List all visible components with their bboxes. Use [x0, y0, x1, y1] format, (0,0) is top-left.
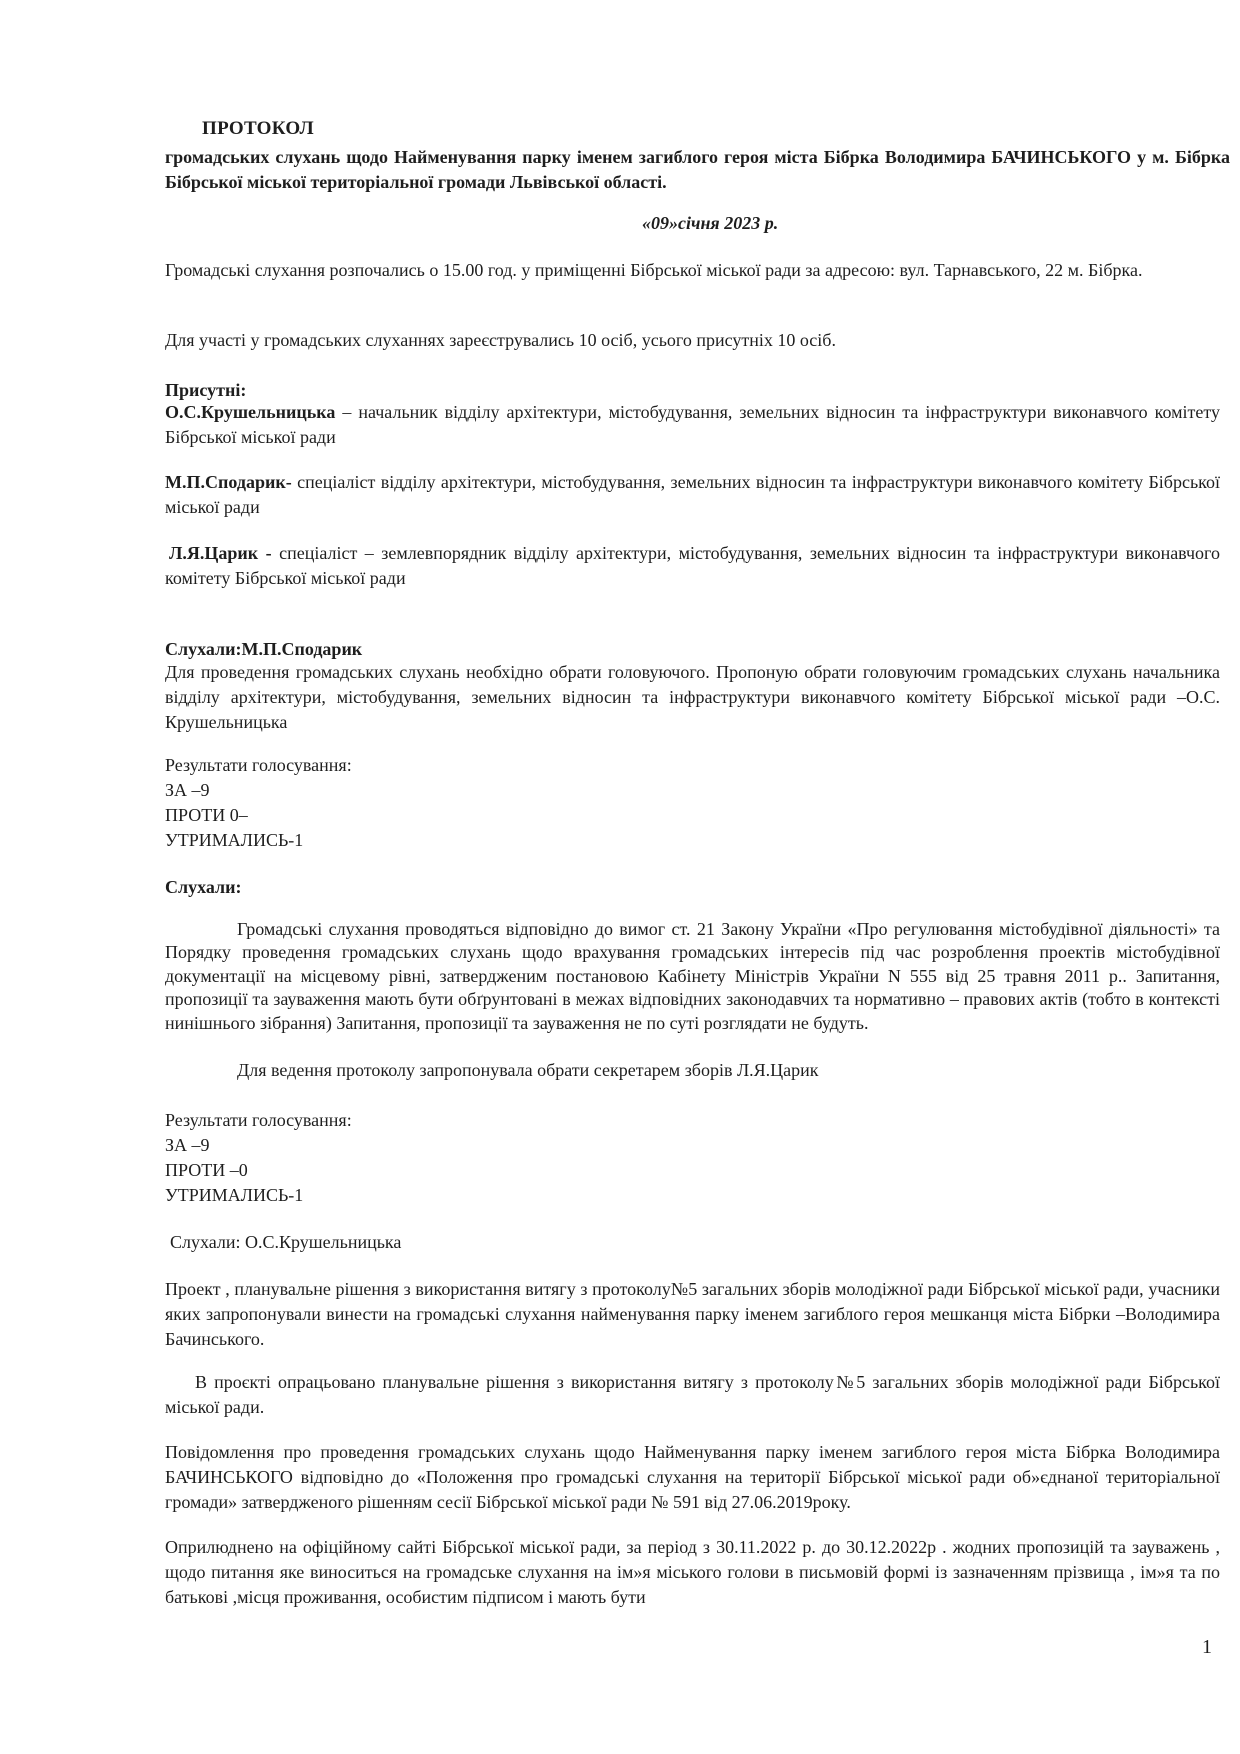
- page-number: 1: [1202, 1636, 1212, 1658]
- votes-abstained: УТРИМАЛИСЬ-1: [165, 1185, 304, 1205]
- section2-heading: Слухали:: [165, 877, 242, 897]
- document-title: ПРОТОКОЛ: [202, 118, 314, 139]
- member-role: спеціаліст відділу архітектури, містобудування, земельних відносин та інфраструктури виконавчого комітету Бібрської міської ради: [165, 472, 1220, 517]
- section2-text: Громадські слухання проводяться відповідно до вимог ст. 21 Закону України «Про регулювання містобудівної діяльності» та Порядку проведення громадських слухань щодо врахування громадських інтересів під час розроблення проектів містобудівної документації на місцевому рівні, затвердженим постановою Кабінету Міністрів України N 555 від 25 травня 2011 р.. Запитання, пропозиції та зауваження мають бути обґрунтовані в межах відповідних законодавчих та нормативно – правових актів (тобто в контексті нинішнього зібрання) Запитання, пропозиції та зауваження не по суті розглядати не будуть.: [165, 919, 1220, 1033]
- votes-for: ЗА –9: [165, 1135, 210, 1155]
- section1-text: Для проведення громадських слухань необхідно обрати головуючого. Пропоную обрати головуючим громадських слухань начальника відділу архітектури, містобудування, земельних відносин та інфраструктури виконавчого комітету Бібрської міської ради –О.С. Крушельницька: [165, 662, 1220, 732]
- votes-against: ПРОТИ 0–: [165, 805, 248, 825]
- votes-label: Результати голосування:: [165, 755, 352, 775]
- section3-heading: Слухали: О.С.Крушельницька: [170, 1232, 402, 1252]
- votes-for: ЗА –9: [165, 780, 210, 800]
- section2-votes: [165, 1108, 1220, 1208]
- section3-project: Проект , планувальне рішення з використання витягу з протоколу№5 загальних зборів молодіжної ради Бібрської міської ради, учасники яких запропонували винести на громадські слухання найменування парку іменем загиблого героя мешканця міста Бібрки –Володимира Бачинського.: [165, 1279, 1220, 1349]
- member-role: – начальник відділу архітектури, містобудування, земельних відносин та інфраструктури виконавчого комітету Бібрської міської ради: [165, 402, 1220, 447]
- document-subtitle: громадських слухань щодо Найменування парку іменем загиблого героя міста Бібрка Володимира БАЧИНСЬКОГО у м. Бібрка Бібрської міської територіальної громади Львівської області.: [165, 147, 1230, 192]
- member-role: спеціаліст – землевпорядник відділу архітектури, містобудування, земельних відносин та інфраструктури виконавчого комітету Бібрської міської ради: [165, 543, 1220, 588]
- member-name: Л.Я.Царик -: [169, 543, 272, 563]
- section3-published: Оприлюднено на офіційному сайті Бібрської міської ради, за період з 30.11.2022 р. до 30.12.2022р . жодних пропозицій та зауважень , щодо питання яке виноситься на громадське слухання на ім»я міського голови в письмовій формі із зазначенням прізвища , ім»я та по батькові ,місця проживання, особистим підписом і мають бути: [165, 1537, 1220, 1607]
- document-date: «09»січня 2023 р.: [642, 213, 779, 233]
- member-name: М.П.Сподарик-: [165, 472, 292, 492]
- present-member: [165, 400, 1220, 450]
- votes-against: ПРОТИ –0: [165, 1160, 248, 1180]
- present-heading: Присутні:: [165, 380, 247, 400]
- votes-label: Результати голосування:: [165, 1110, 352, 1130]
- intro-start: Громадські слухання розпочались о 15.00 год. у приміщенні Бібрської міської ради за адресою: вул. Тарнавського, 22 м. Бібрка.: [165, 260, 1143, 280]
- section2-secretary: Для ведення протоколу запропонувала обрати секретарем зборів Л.Я.Царик: [237, 1060, 819, 1080]
- present-member: [165, 541, 1220, 591]
- votes-abstained: УТРИМАЛИСЬ-1: [165, 830, 304, 850]
- present-member: [165, 470, 1220, 520]
- section1-votes: [165, 753, 1220, 853]
- intro-registration: Для участі у громадських слуханнях зареєструвались 10 осіб, усього присутніх 10 осіб.: [165, 330, 836, 350]
- section1-heading: Слухали:М.П.Сподарик: [165, 639, 363, 659]
- section3-notice: Повідомлення про проведення громадських слухань щодо Найменування парку іменем загиблого героя міста Бібрка Володимира БАЧИНСЬКОГО відповідно до «Положення про громадські слухання на території Бібрської міської ради об»єднаної територіальної громади» затвердженого рішенням сесії Бібрської міської ради № 591 від 27.06.2019року.: [165, 1442, 1220, 1512]
- member-name: О.С.Крушельницька: [165, 402, 336, 422]
- section3-processed: В проєкті опрацьовано планувальне рішення з використання витягу з протоколу№5 загальних зборів молодіжної ради Бібрської міської ради.: [165, 1372, 1220, 1417]
